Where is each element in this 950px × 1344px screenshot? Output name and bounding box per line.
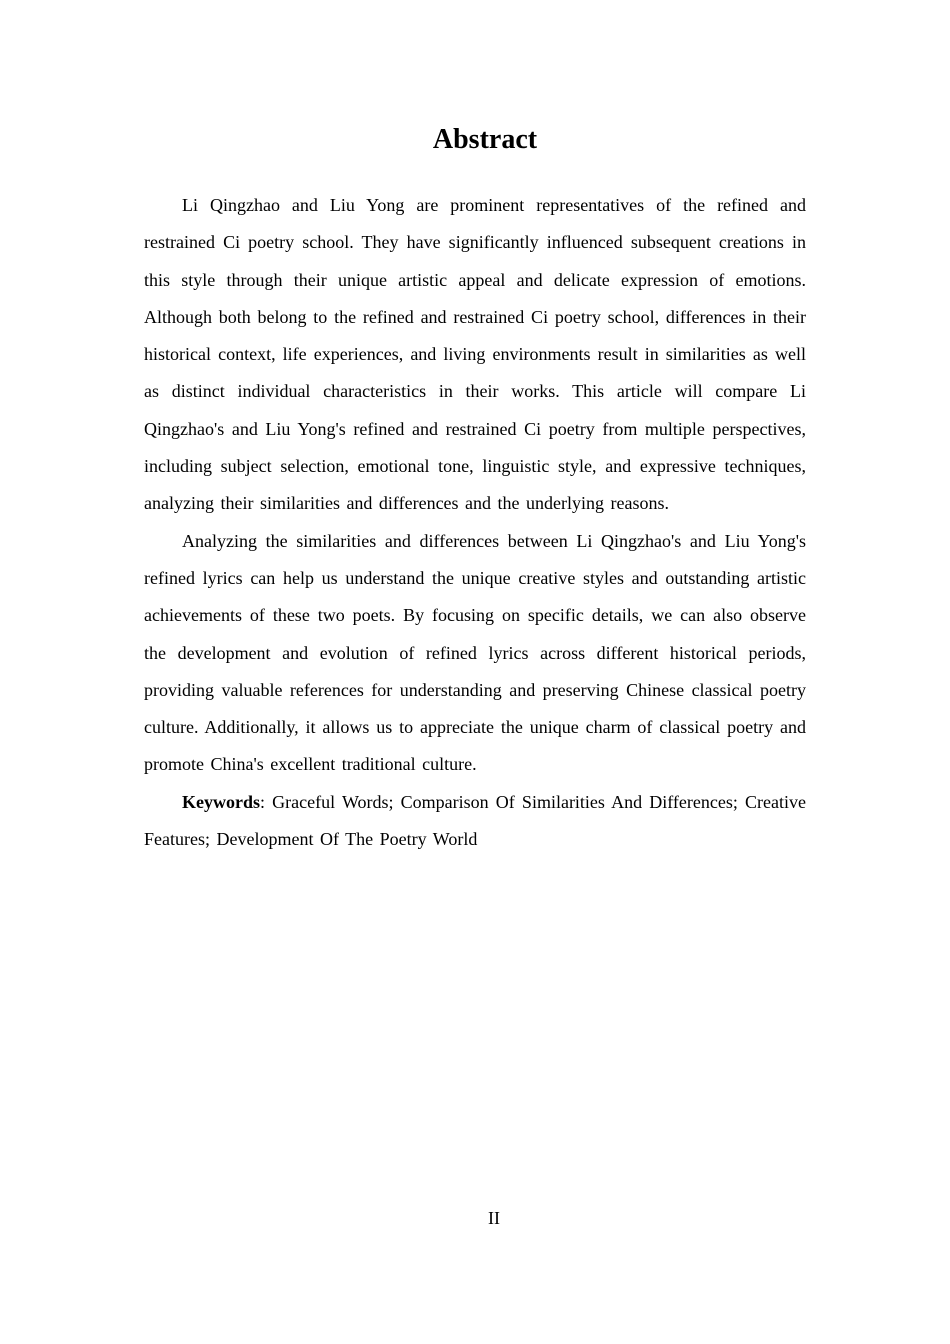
abstract-title: Abstract [432, 124, 538, 155]
keywords-label: Keywords [182, 791, 260, 812]
keywords-paragraph [144, 784, 806, 859]
keywords-text: Graceful Words; Comparison Of Similarities And Differences; Creative Features; Development Of The Poetry World [144, 791, 806, 850]
abstract-paragraph-1: Li Qingzhao and Liu Yong are prominent representatives of the refined and restrained Ci poetry school. They have significantly influenced subsequent creations in this style through their unique artistic appeal and delicate expression of emotions. Although both belong to the refined and restrained Ci poetry school, differences in their historical context, life experiences, and living environments result in similarities as well as distinct individual characteristics in their works. This article will compare Li Qingzhao's and Liu Yong's refined and restrained Ci poetry from multiple perspectives, including subject selection, emotional tone, linguistic style, and expressive techniques, analyzing their similarities and differences and the underlying reasons. [144, 195, 806, 514]
abstract-paragraph-2: Analyzing the similarities and differences between Li Qingzhao's and Liu Yong's refined lyrics can help us understand the unique creative styles and outstanding artistic achievements of these two poets. By focusing on specific details, we can also observe the development and evolution of refined lyrics across different historical periods, providing valuable references for understanding and preserving Chinese classical poetry culture. Additionally, it allows us to appreciate the unique charm of classical poetry and promote China's excellent traditional culture. [144, 530, 806, 775]
abstract-body [144, 187, 806, 858]
keywords-separator: : [260, 791, 273, 812]
page-number: II [488, 1208, 500, 1228]
